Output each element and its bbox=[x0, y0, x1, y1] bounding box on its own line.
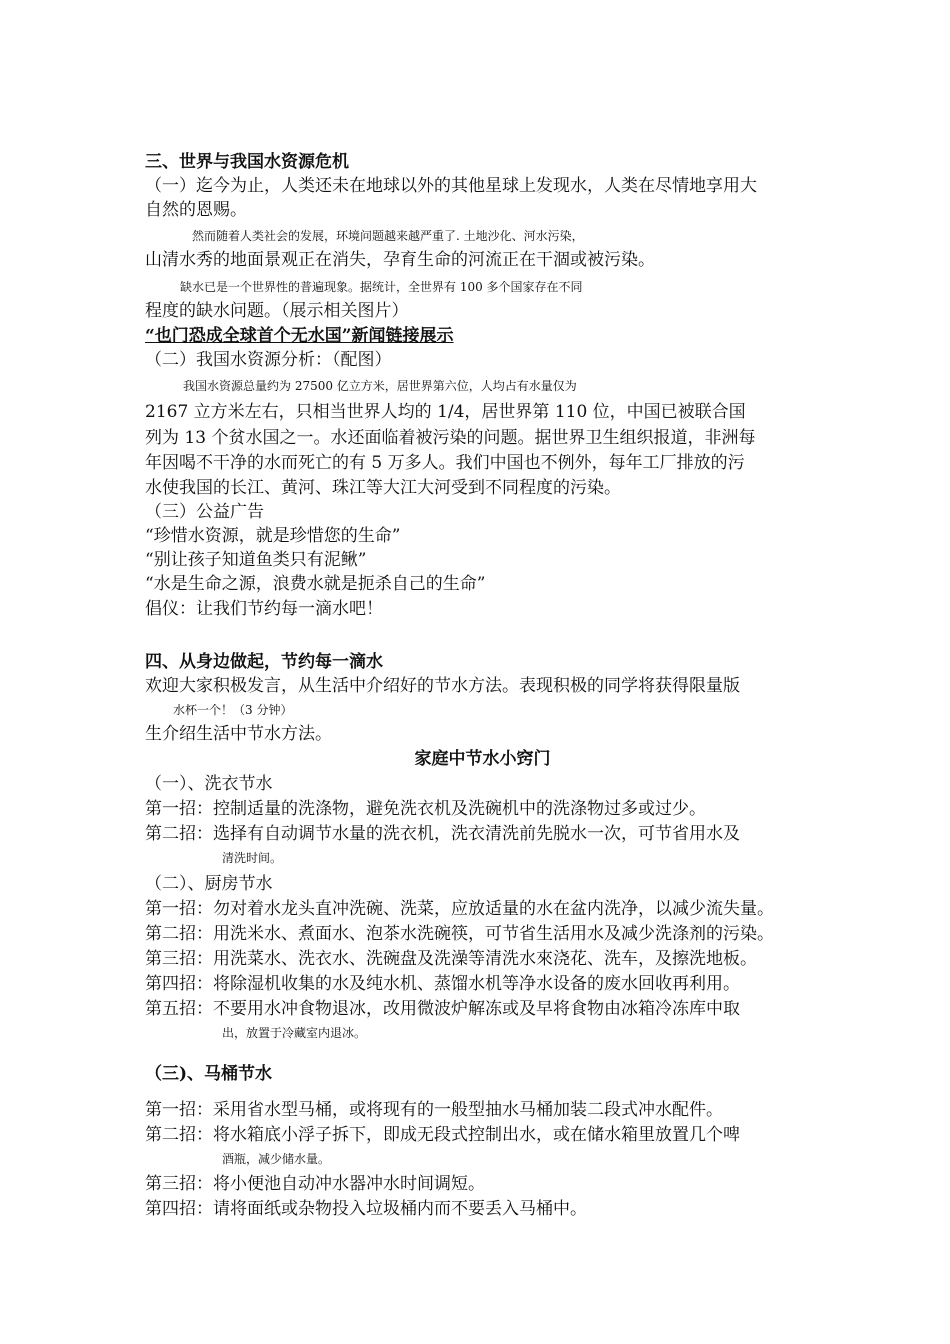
paragraph-line: 列为 13 个贫水国之一。水还面临着被污染的问题。据世界卫生组织报道，非洲每 bbox=[145, 428, 756, 448]
paragraph-line: 程度的缺水问题。（展示相关图片） bbox=[145, 301, 409, 321]
kitchen-heading: （二）、厨房节水 bbox=[145, 874, 273, 894]
paragraph-line: 水使我国的长江、黄河、珠江等大江大河受到不同程度的污染。 bbox=[145, 478, 621, 498]
paragraph-line: 自然的恩赐。 bbox=[145, 200, 247, 220]
tip-item bbox=[145, 947, 820, 971]
tip-text: 勿对着水龙头直冲洗碗、洗菜，应放适量的水在盆内洗净，以减少流失量。 bbox=[213, 899, 774, 919]
tip-text: 将除湿机收集的水及纯水机、蒸馏水机等净水设备的废水回收再利用。 bbox=[213, 974, 740, 994]
subheading: （二）我国水资源分析：（配图） bbox=[145, 350, 392, 370]
tip-item bbox=[145, 822, 820, 846]
toilet-heading: （三)、马桶节水 bbox=[145, 1064, 273, 1084]
tip-item bbox=[145, 797, 820, 821]
tip-label: 第一招： bbox=[145, 899, 213, 919]
tip-label: 第一招： bbox=[145, 799, 213, 819]
tip-item bbox=[145, 997, 820, 1021]
tip-text: 请将面纸或杂物投入垃圾桶内而不要丢入马桶中。 bbox=[213, 1199, 587, 1219]
tip-continuation: 清洗时间。 bbox=[222, 851, 283, 865]
tip-text: 采用省水型马桶，或将现有的一般型抽水马桶加装二段式冲水配件。 bbox=[213, 1100, 723, 1120]
paragraph-line: 年因喝不干净的水而死亡的有 5 万多人。我们中国也不例外，每年工厂排放的污 bbox=[145, 453, 745, 473]
tip-text: 不要用水冲食物退冰，改用微波炉解冻或及早将食物由冰箱冷冻库中取 bbox=[213, 999, 740, 1019]
slogan: “别让孩子知道鱼类只有泥鳅” bbox=[145, 550, 367, 570]
paragraph-line: 缺水已是一个世界性的普遍现象。据统计，全世界有 100 多个国家存在不同 bbox=[180, 280, 583, 294]
tips-title: 家庭中节水小窍门 bbox=[414, 749, 551, 769]
proposal: 倡仪：让我们节约每一滴水吧！ bbox=[145, 599, 383, 619]
paragraph-line: 水杯一个！（3 分钟） bbox=[173, 703, 293, 717]
paragraph-line: 然而随着人类社会的发展，环境问题越来越严重了. 土地沙化、河水污染， bbox=[192, 229, 584, 243]
tip-label: 第一招： bbox=[145, 1100, 213, 1120]
section4-heading: 四、从身边做起，节约每一滴水 bbox=[145, 652, 383, 672]
paragraph-line: 2167 立方米左右，只相当世界人均的 1/4，居世界第 110 位，中国已被联合国 bbox=[145, 402, 746, 422]
tip-label: 第三招： bbox=[145, 949, 213, 969]
tip-item bbox=[145, 1098, 820, 1122]
tip-text: 用洗菜水、洗衣水、洗碗盘及洗澡等清洗水來浇花、洗车，及擦洗地板。 bbox=[213, 949, 757, 969]
tip-label: 第二招： bbox=[145, 924, 213, 944]
tip-text: 控制适量的洗涤物，避免洗衣机及洗碗机中的洗涤物过多或过少。 bbox=[213, 799, 706, 819]
paragraph-line: 山清水秀的地面景观正在消失，孕育生命的河流正在干涸或被污染。 bbox=[145, 250, 655, 270]
tip-item bbox=[145, 1197, 820, 1221]
paragraph-line: （一）迄今为止，人类还未在地球以外的其他星球上发现水，人类在尽情地享用大 bbox=[145, 176, 757, 196]
paragraph-line: 生介绍生活中节水方法。 bbox=[145, 724, 332, 744]
tip-label: 第二招： bbox=[145, 1125, 213, 1145]
section3-heading: 三、世界与我国水资源危机 bbox=[145, 152, 349, 172]
tip-label: 第四招： bbox=[145, 1199, 213, 1219]
paragraph-line: 欢迎大家积极发言，从生活中介绍好的节水方法。表现积极的同学将获得限量版 bbox=[145, 676, 740, 696]
slogan: “珍惜水资源，就是珍惜您的生命” bbox=[145, 526, 401, 546]
tip-item bbox=[145, 1172, 820, 1196]
tip-label: 第二招： bbox=[145, 824, 213, 844]
tip-continuation: 酒瓶，减少储水量。 bbox=[222, 1152, 331, 1166]
tip-item bbox=[145, 922, 820, 946]
tip-item bbox=[145, 972, 820, 996]
tip-text: 将小便池自动冲水器冲水时间调短。 bbox=[213, 1174, 485, 1194]
tip-continuation: 出，放置于冷藏室内退冰。 bbox=[222, 1026, 367, 1040]
tip-text: 用洗米水、煮面水、泡茶水洗碗筷，可节省生活用水及减少洗涤剂的污染。 bbox=[213, 924, 774, 944]
tip-item bbox=[145, 1123, 820, 1147]
slogan: “水是生命之源，浪费水就是扼杀自己的生命” bbox=[145, 574, 486, 594]
news-link[interactable]: “也门恐成全球首个无水国”新闻链接展示 bbox=[145, 326, 454, 346]
tip-text: 选择有自动调节水量的洗衣机，洗衣清洗前先脱水一次，可节省用水及 bbox=[213, 824, 740, 844]
paragraph-line: 我国水资源总量约为 27500 亿立方米，居世界第六位，人均占有水量仅为 bbox=[183, 379, 577, 393]
subheading: （三）公益广告 bbox=[145, 502, 264, 522]
laundry-heading: （一）、洗衣节水 bbox=[145, 774, 273, 794]
tip-label: 第五招： bbox=[145, 999, 213, 1019]
tip-label: 第三招： bbox=[145, 1174, 213, 1194]
tip-item bbox=[145, 897, 820, 921]
tip-text: 将水箱底小浮子拆下，即成无段式控制出水，或在储水箱里放置几个啤 bbox=[213, 1125, 740, 1145]
tip-label: 第四招： bbox=[145, 974, 213, 994]
